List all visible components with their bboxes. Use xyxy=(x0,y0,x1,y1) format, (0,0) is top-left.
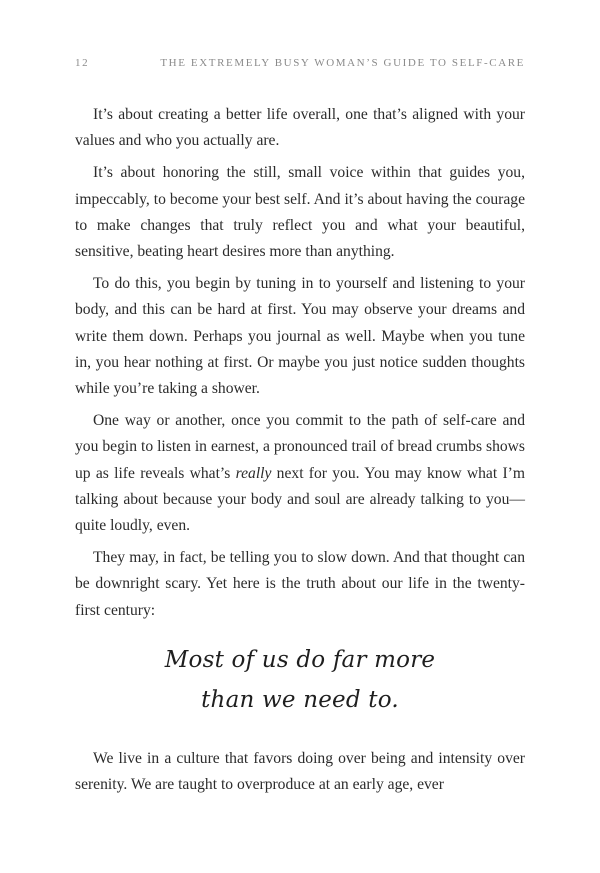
body-text xyxy=(75,102,525,630)
closing-text xyxy=(75,746,525,798)
paragraph-3: To do this, you begin by tuning in to yourself and listening to your body, and this can be hard at first. You may observe your dreams and write them down. Perhaps you journal as well. Maybe when you tune in, you hear nothing at first. Or maybe you just notice sudden thoughts while you’re taking a shower. xyxy=(75,275,525,398)
paragraph-4-start: One way or another, once you commit to the path of self-care and you begin to listen in earnest, a pronounced trail of bread crumbs shows up as life reveals what’s xyxy=(75,412,525,482)
paragraph-6: We live in a culture that favors doing over being and intensity over serenity. We are taught to overproduce at an early age, ever xyxy=(75,750,525,794)
running-head xyxy=(75,57,525,73)
paragraph-5: They may, in fact, be telling you to slow down. And that thought can be downright scary. Yet here is the truth about our life in the twenty-first century: xyxy=(75,549,525,619)
pull-quote-line-1: Most of us do far more xyxy=(164,647,436,673)
paragraph-1: It’s about creating a better life overall, one that’s aligned with your values and who you actually are. xyxy=(75,106,525,150)
paragraph-4 xyxy=(75,408,525,539)
pull-quote-line-2: than we need to. xyxy=(201,687,399,713)
paragraph-4-end: next for you. You may know what I’m talking about because your body and soul are already talking to you—quite loudly, even. xyxy=(75,464,525,535)
emphasis-really: really xyxy=(235,464,272,482)
pull-quote xyxy=(75,640,525,720)
page-number: 12 xyxy=(75,57,90,69)
paragraph-2: It’s about honoring the still, small voice within that guides you, impeccably, to become your best self. And it’s about having the courage to make changes that truly reflect you and what your beautiful, sensitive, beating heart desires more than anything. xyxy=(75,164,525,261)
book-title: THE EXTREMELY BUSY WOMAN’S GUIDE TO SELF-CARE xyxy=(160,57,525,69)
